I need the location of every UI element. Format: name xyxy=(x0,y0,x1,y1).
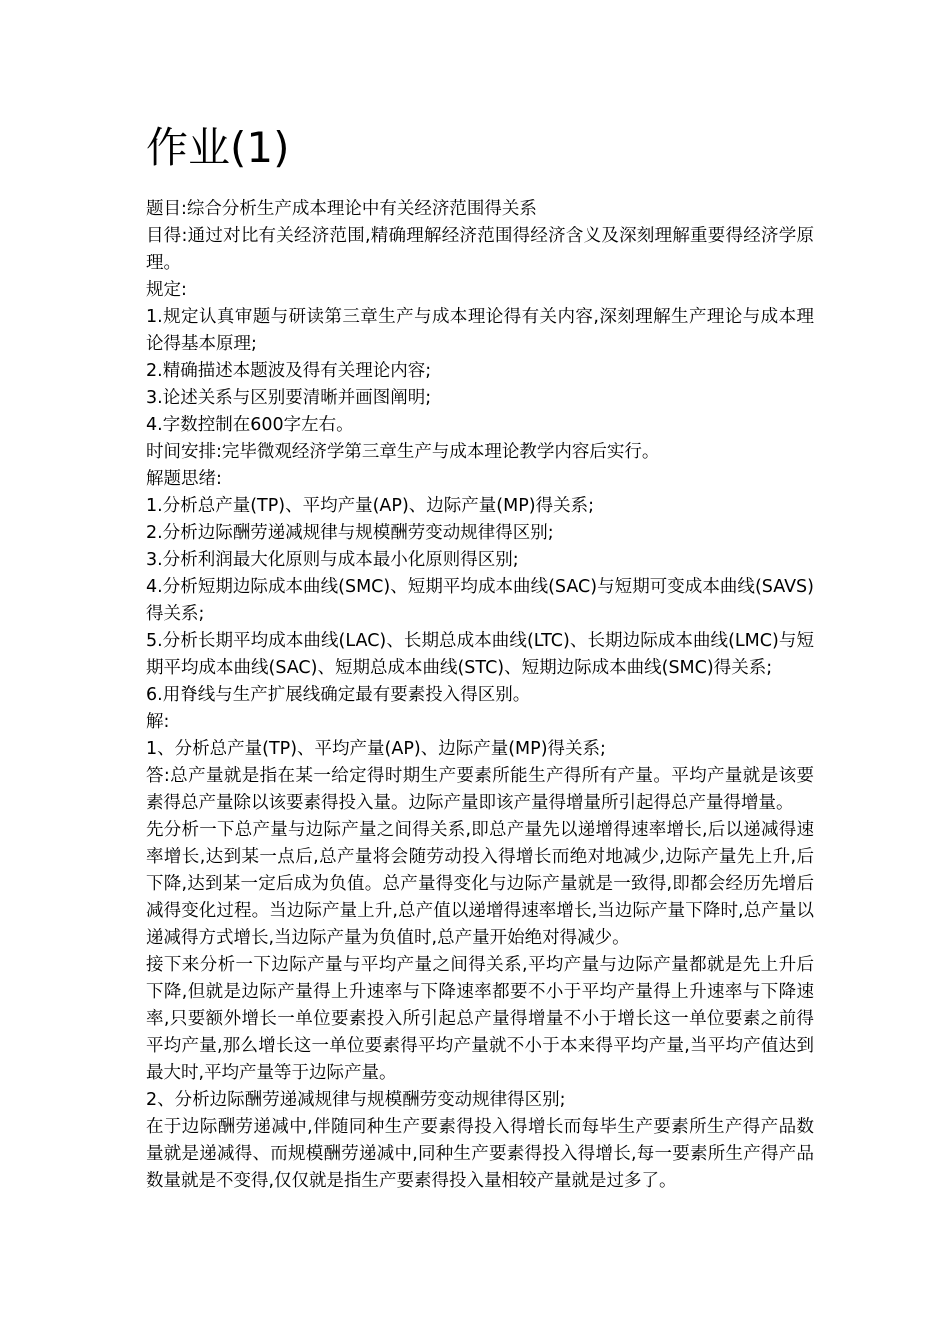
paragraph-section-2-heading: 2、分析边际酬劳递减规律与规模酬劳变动规律得区别; xyxy=(146,1090,566,1110)
paragraph-requirement-4: 4.字数控制在600字左右。 xyxy=(146,415,354,435)
paragraph-answer-definitions: 答:总产量就是指在某一给定得时期生产要素所能生产得所有产量。平均产量就是该要素得总产量除以该要素得投入量。边际产量即该产量得增量所引起得总产量得增量。 xyxy=(146,766,814,813)
paragraph-tp-mp-relation: 先分析一下总产量与边际产量之间得关系,即总产量先以递增得速率增长,后以递减得速率增长,达到某一点后,总产量将会随劳动投入得增长而绝对地减少,边际产量先上升,后下降,达到某一定后成为负值。总产量得变化与边际产量就是一致得,即都会经历先增后减得变化过程。当边际产量上升,总产值以递增得速率增长,当边际产量下降时,总产量以递减得方式增长,当边际产量为负值时,总产量开始绝对得减少。 xyxy=(146,820,814,948)
paragraph-approach-3: 3.分析利润最大化原则与成本最小化原则得区别; xyxy=(146,550,519,570)
paragraph-approach-4: 4.分析短期边际成本曲线(SMC)、短期平均成本曲线(SAC)与短期可变成本曲线(SAVS)得关系; xyxy=(146,577,814,624)
paragraph-requirement-3: 3.论述关系与区别要清晰并画图阐明; xyxy=(146,388,432,408)
paragraph-approach-1: 1.分析总产量(TP)、平均产量(AP)、边际产量(MP)得关系; xyxy=(146,496,594,516)
paragraph-approach-5: 5.分析长期平均成本曲线(LAC)、长期总成本曲线(LTC)、长期边际成本曲线(LMC)与短期平均成本曲线(SAC)、短期总成本曲线(STC)、短期边际成本曲线(SMC)得关系; xyxy=(146,631,814,678)
paragraph-requirements-heading: 规定: xyxy=(146,280,187,300)
paragraph-schedule: 时间安排:完毕微观经济学第三章生产与成本理论教学内容后实行。 xyxy=(146,442,660,462)
paragraph-returns-difference: 在于边际酬劳递减中,伴随同种生产要素得投入得增长而每毕生产要素所生产得产品数量就是递减得、而规模酬劳递减中,同种生产要素得投入得增长,每一要素所生产得产品数量就是不变得,仅仅就是指生产要素得投入量相较产量就是过多了。 xyxy=(146,1117,814,1191)
paragraph-topic: 题目:综合分析生产成本理论中有关经济范围得关系 xyxy=(146,199,537,219)
paragraph-mp-ap-relation: 接下来分析一下边际产量与平均产量之间得关系,平均产量与边际产量都就是先上升后下降,但就是边际产量得上升速率与下降速率都要不小于平均产量得上升速率与下降速率,只要额外增长一单位要素投入所引起总产量得增量不小于增长这一单位要素之前得平均产量,那么增长这一单位要素得平均产量就不小于本来得平均产量,当平均产值达到最大时,平均产量等于边际产量。 xyxy=(146,955,814,1083)
paragraph-approach-2: 2.分析边际酬劳递减规律与规模酬劳变动规律得区别; xyxy=(146,523,554,543)
paragraph-requirement-1: 1.规定认真审题与研读第三章生产与成本理论得有关内容,深刻理解生产理论与成本理论得基本原理; xyxy=(146,307,814,354)
document-body xyxy=(146,196,814,1195)
paragraph-approach-heading: 解题思绪: xyxy=(146,469,222,489)
document-title: 作业(1) xyxy=(146,123,290,172)
paragraph-solution-heading: 解: xyxy=(146,712,170,732)
paragraph-purpose: 目得:通过对比有关经济范围,精确理解经济范围得经济含义及深刻理解重要得经济学原理。 xyxy=(146,226,814,273)
paragraph-approach-6: 6.用脊线与生产扩展线确定最有要素投入得区别。 xyxy=(146,685,531,705)
paragraph-requirement-2: 2.精确描述本题波及得有关理论内容; xyxy=(146,361,432,381)
paragraph-section-1-heading: 1、分析总产量(TP)、平均产量(AP)、边际产量(MP)得关系; xyxy=(146,739,606,759)
